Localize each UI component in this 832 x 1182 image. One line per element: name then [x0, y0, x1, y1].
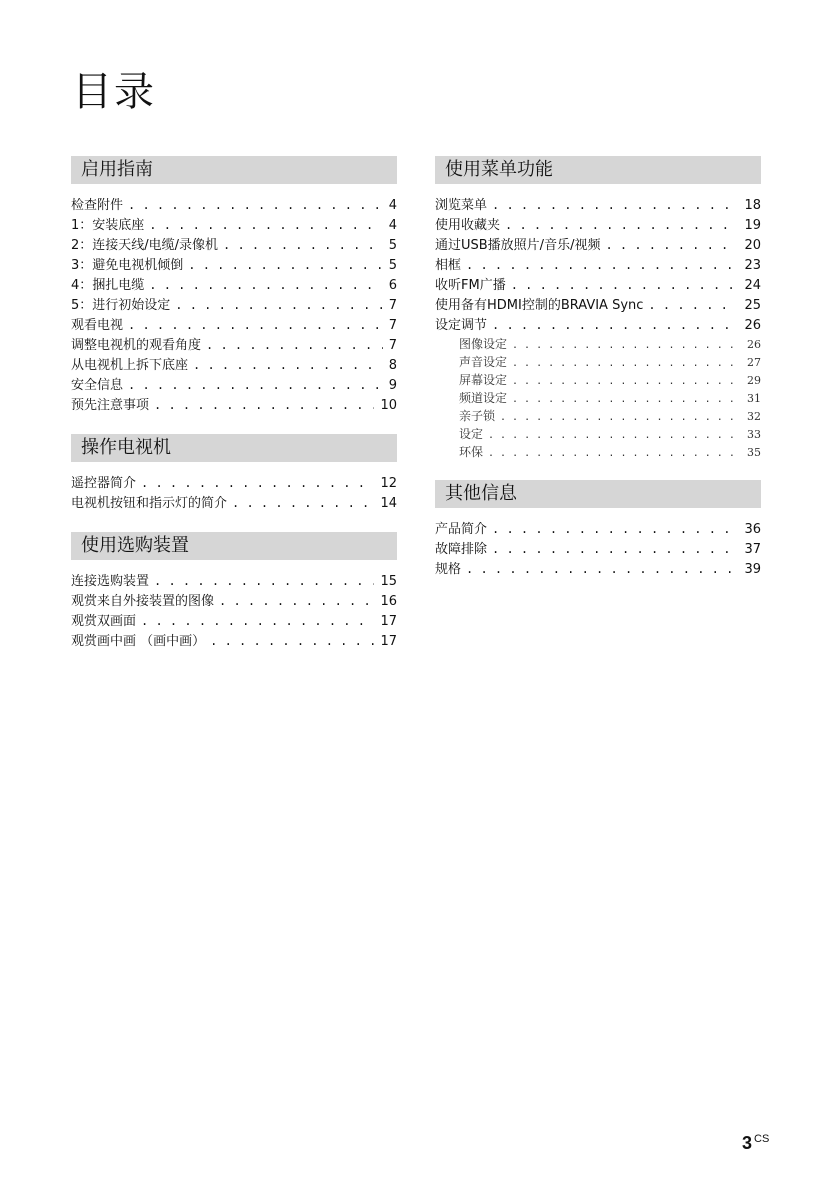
dot-leader	[175, 295, 382, 315]
toc-entry[interactable]	[71, 473, 397, 493]
toc-entry[interactable]	[435, 559, 761, 579]
dot-leader	[512, 337, 741, 355]
toc-entry-page: 16	[380, 594, 397, 609]
toc-sub-entry[interactable]	[435, 425, 761, 443]
dot-leader	[488, 427, 741, 445]
toc-entry-label: 观赏画中画 （画中画）	[71, 634, 206, 649]
toc-sub-entry-page: 32	[747, 410, 761, 423]
dot-leader	[466, 255, 738, 275]
toc-entry-label: 2：连接天线/电缆/录像机	[71, 238, 219, 253]
dot-leader	[219, 591, 374, 611]
toc-entry-label: 使用备有HDMI控制的BRAVIA Sync	[435, 298, 644, 313]
toc-entry-label: 电视机按钮和指示灯的简介	[71, 496, 228, 511]
toc-entry-label: 检查附件	[71, 198, 124, 213]
toc-entry[interactable]	[435, 235, 761, 255]
toc-entry[interactable]	[71, 315, 397, 335]
toc-entry[interactable]	[71, 591, 397, 611]
toc-sub-entry-label: 环保	[459, 445, 484, 459]
dot-leader	[206, 335, 383, 355]
left-column	[71, 156, 397, 670]
toc-entry[interactable]	[435, 539, 761, 559]
toc-entry-page: 6	[388, 278, 397, 293]
dot-leader	[512, 391, 741, 409]
toc-entry-page: 25	[744, 298, 761, 313]
toc-entry-page: 17	[380, 614, 397, 629]
dot-leader	[128, 375, 383, 395]
section-heading: 使用选购装置	[71, 532, 397, 560]
toc-entry-page: 4	[388, 198, 397, 213]
dot-leader	[605, 235, 738, 255]
dot-leader	[492, 519, 738, 539]
toc-entry[interactable]	[71, 255, 397, 275]
toc-entry-page: 14	[380, 496, 397, 511]
section-getting-started	[71, 156, 397, 415]
toc-sub-entry[interactable]	[435, 389, 761, 407]
dot-leader	[193, 355, 383, 375]
toc-entry-page: 18	[744, 198, 761, 213]
toc-entry-label: 3：避免电视机倾倒	[71, 258, 184, 273]
toc-entry-page: 8	[388, 358, 397, 373]
toc-sub-entry[interactable]	[435, 353, 761, 371]
dot-leader	[154, 571, 374, 591]
toc-entry[interactable]	[435, 255, 761, 275]
section-heading: 其他信息	[435, 480, 761, 508]
toc-sub-entry[interactable]	[435, 407, 761, 425]
page-title: 目录	[72, 69, 156, 115]
toc-entry-label: 安全信息	[71, 378, 124, 393]
toc-sub-entry-page: 29	[747, 374, 761, 387]
toc-entry[interactable]	[71, 611, 397, 631]
toc-entry[interactable]	[71, 235, 397, 255]
toc-entry[interactable]	[71, 295, 397, 315]
toc-entry-label: 遥控器简介	[71, 476, 137, 491]
dot-leader	[648, 295, 738, 315]
section-optional-devices	[71, 532, 397, 651]
toc-entry-page: 9	[388, 378, 397, 393]
page-number	[742, 1133, 769, 1154]
dot-leader	[492, 315, 738, 335]
toc-entry[interactable]	[71, 375, 397, 395]
toc-sub-entry-page: 35	[747, 446, 761, 459]
dot-leader	[141, 611, 374, 631]
toc-entry-page: 7	[388, 338, 397, 353]
toc-entry-page: 19	[744, 218, 761, 233]
dot-leader	[154, 395, 374, 415]
dot-leader	[128, 315, 383, 335]
dot-leader	[141, 473, 374, 493]
dot-leader	[492, 539, 738, 559]
dot-leader	[149, 275, 382, 295]
toc-entry-page: 20	[744, 238, 761, 253]
toc-entry-label: 相框	[435, 258, 462, 273]
toc-entry[interactable]	[435, 275, 761, 295]
toc-entry-label: 5：进行初始设定	[71, 298, 171, 313]
toc-entry[interactable]	[71, 195, 397, 215]
toc-sub-entry-page: 31	[747, 392, 761, 405]
toc-entry-page: 24	[744, 278, 761, 293]
dot-leader	[223, 235, 383, 255]
page-number-value: 3	[742, 1133, 753, 1153]
toc-entry[interactable]	[435, 215, 761, 235]
toc-entry-page: 7	[388, 298, 397, 313]
toc-entry[interactable]	[71, 335, 397, 355]
toc-entry-page: 15	[380, 574, 397, 589]
toc-sub-entry-label: 设定	[459, 427, 484, 441]
section-other-info	[435, 480, 761, 579]
toc-sub-entry-label: 图像设定	[459, 337, 508, 351]
toc-entry-page: 4	[388, 218, 397, 233]
toc-entry-label: 收听FM广播	[435, 278, 506, 293]
toc-entry[interactable]	[435, 315, 761, 335]
toc-entry-page: 26	[744, 318, 761, 333]
toc-entry-label: 设定调节	[435, 318, 488, 333]
dot-leader	[511, 275, 739, 295]
toc-entry-label: 故障排除	[435, 542, 488, 557]
toc-entry-label: 使用收藏夹	[435, 218, 501, 233]
toc-entry-label: 调整电视机的观看角度	[71, 338, 202, 353]
section-heading: 操作电视机	[71, 434, 397, 462]
toc-entry-label: 通过USB播放照片/音乐/视频	[435, 238, 601, 253]
toc-sub-entry-label: 屏幕设定	[459, 373, 508, 387]
dot-leader	[210, 631, 374, 651]
toc-entry-page: 23	[744, 258, 761, 273]
toc-entry[interactable]	[71, 571, 397, 591]
dot-leader	[512, 373, 741, 391]
dot-leader	[149, 215, 382, 235]
dot-leader	[128, 195, 383, 215]
toc-entry-page: 36	[744, 522, 761, 537]
toc-sub-entry[interactable]	[435, 443, 761, 461]
toc-entry-page: 17	[380, 634, 397, 649]
toc-entry-label: 产品简介	[435, 522, 488, 537]
toc-entry-label: 1：安装底座	[71, 218, 145, 233]
toc-sub-entry-page: 33	[747, 428, 761, 441]
toc-entry-page: 5	[388, 258, 397, 273]
section-menu-functions	[435, 156, 761, 461]
toc-entry[interactable]	[71, 275, 397, 295]
dot-leader	[512, 355, 741, 373]
toc-entry-label: 4：捆扎电缆	[71, 278, 145, 293]
section-operating-tv	[71, 434, 397, 513]
toc-entry-page: 5	[388, 238, 397, 253]
toc-sub-entry-label: 频道设定	[459, 391, 508, 405]
toc-entry-label: 连接选购装置	[71, 574, 150, 589]
dot-leader	[466, 559, 738, 579]
toc-entry[interactable]	[435, 195, 761, 215]
toc-entry-label: 规格	[435, 562, 462, 577]
dot-leader	[488, 445, 741, 463]
toc-entry-label: 观赏来自外接装置的图像	[71, 594, 215, 609]
dot-leader	[232, 493, 374, 513]
toc-entry-label: 预先注意事项	[71, 398, 150, 413]
toc-entry-page: 12	[380, 476, 397, 491]
toc-sub-entry-label: 亲子锁	[459, 409, 496, 423]
toc-entry-page: 37	[744, 542, 761, 557]
toc-sub-entry[interactable]	[435, 335, 761, 353]
dot-leader	[505, 215, 738, 235]
toc-entry-page: 39	[744, 562, 761, 577]
toc-entry[interactable]	[71, 493, 397, 513]
toc-sub-entry-page: 27	[747, 356, 761, 369]
section-heading: 启用指南	[71, 156, 397, 184]
toc-entry[interactable]	[435, 519, 761, 539]
toc-entry-page: 7	[388, 318, 397, 333]
toc-sub-entry-label: 声音设定	[459, 355, 508, 369]
section-heading: 使用菜单功能	[435, 156, 761, 184]
toc-entry[interactable]	[435, 295, 761, 315]
dot-leader	[492, 195, 738, 215]
dot-leader	[188, 255, 382, 275]
page-number-suffix: CS	[754, 1133, 770, 1145]
right-column	[435, 156, 761, 598]
toc-entry-label: 观看电视	[71, 318, 124, 333]
toc-entry[interactable]	[71, 395, 397, 415]
toc-entry-page: 10	[380, 398, 397, 413]
toc-entry-label: 从电视机上拆下底座	[71, 358, 189, 373]
toc-sub-entry[interactable]	[435, 371, 761, 389]
toc-entry[interactable]	[71, 355, 397, 375]
toc-entry[interactable]	[71, 631, 397, 651]
toc-sub-entry-page: 26	[747, 338, 761, 351]
toc-entry-label: 观赏双画面	[71, 614, 137, 629]
dot-leader	[500, 409, 741, 427]
toc-entry[interactable]	[71, 215, 397, 235]
toc-entry-label: 浏览菜单	[435, 198, 488, 213]
